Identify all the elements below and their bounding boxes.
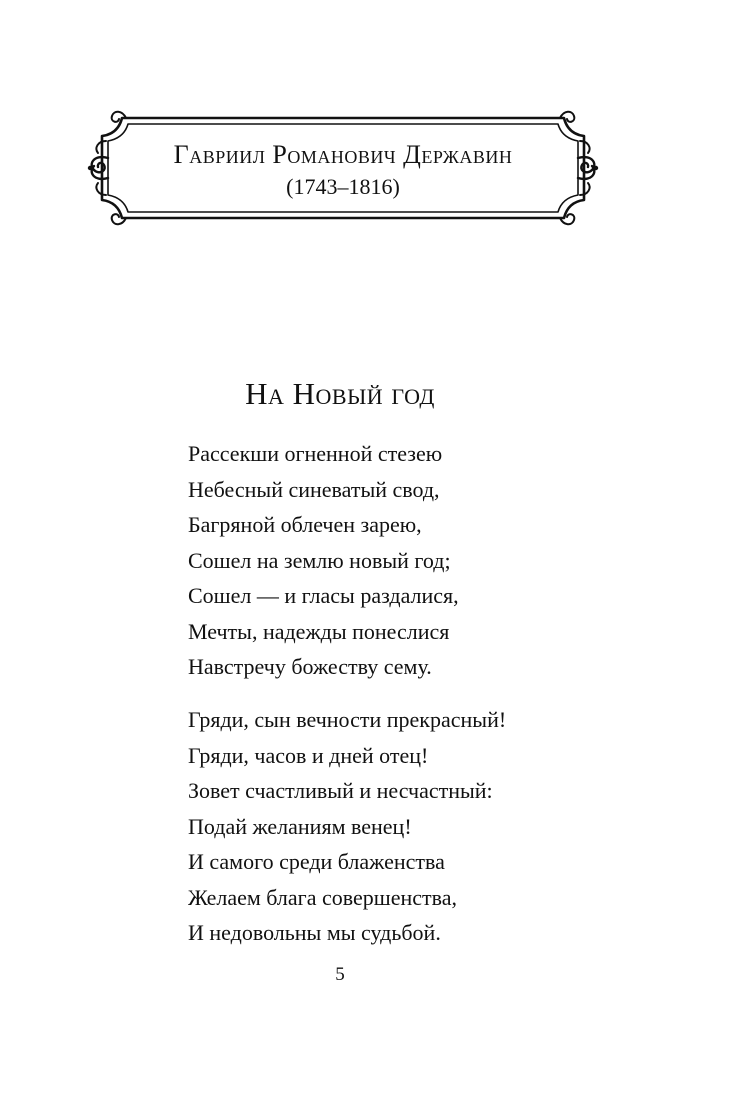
poem-line: Гряди, часов и дней отец! — [188, 742, 429, 768]
author-cartouche — [86, 108, 600, 228]
poem-line: И самого среди блаженства — [188, 849, 445, 874]
poem-line: Небесный синеватый свод, — [188, 476, 440, 502]
author-dates: (1743–1816) — [286, 174, 400, 199]
author-name: Гавриил Романович Державин — [173, 140, 513, 169]
poem-line: Рассекши огненной стезею — [188, 441, 443, 466]
poem-line: Подай желаниям венец! — [188, 813, 412, 839]
stanza-1 — [188, 436, 668, 685]
poem-line: Навстречу божеству сему. — [188, 654, 432, 679]
poem-line: Сошел — и гласы раздалися, — [188, 583, 459, 608]
poem-line: Багряной облечен зарею, — [188, 512, 422, 537]
poem-line: Сошел на землю новый год; — [188, 547, 451, 573]
poem-title: На Новый год — [245, 376, 435, 411]
stanza-2 — [188, 702, 668, 951]
poem-line: Желаем блага совершенства, — [188, 884, 457, 910]
page-number: 5 — [335, 964, 345, 985]
poem-line: Гряди, сын вечности прекрасный! — [188, 707, 507, 732]
poem-line: И недовольны мы судьбой. — [188, 920, 441, 945]
poem-line: Мечты, надежды понеслися — [188, 618, 450, 644]
poem-line: Зовет счастливый и несчастный: — [188, 778, 493, 803]
